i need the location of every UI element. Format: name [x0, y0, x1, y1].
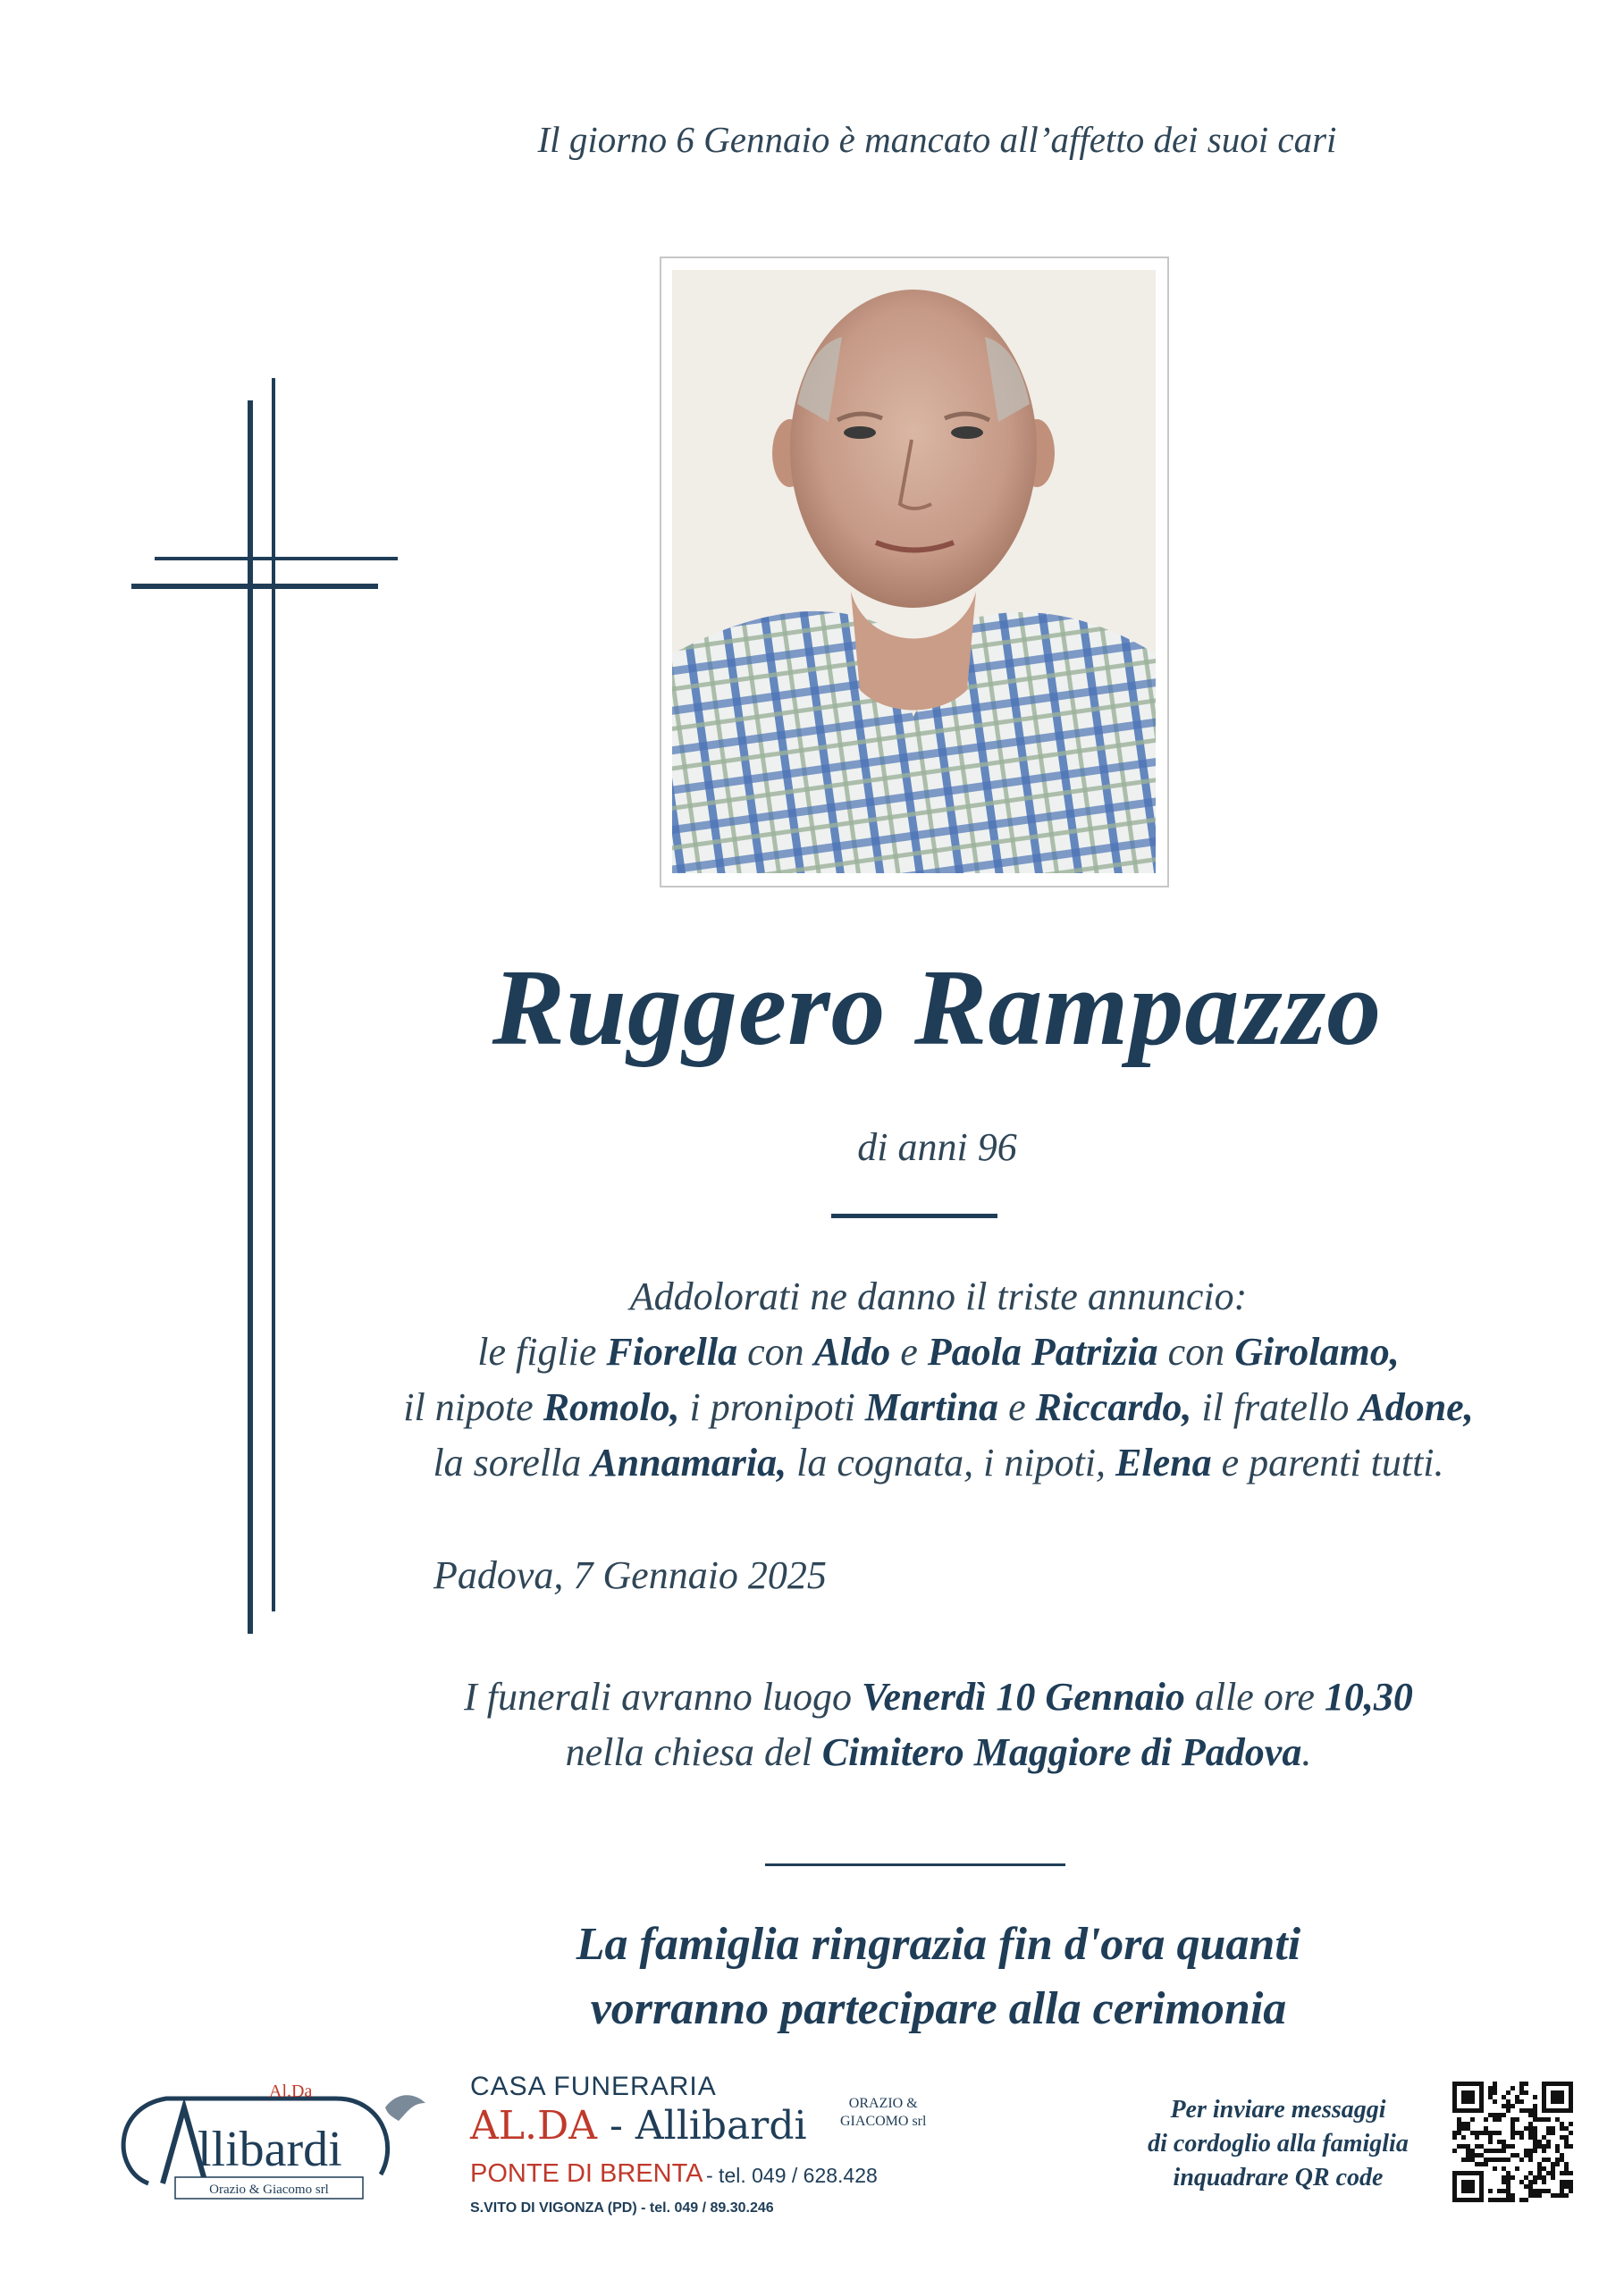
name-red-part: AL.DA — [470, 2103, 598, 2149]
owners-line-1: ORAZIO & — [848, 2096, 918, 2111]
bold-text-segment: Venerdì 10 Gennaio — [862, 1675, 1185, 1719]
text-segment: e — [890, 1330, 928, 1374]
funeral-home-address-2: S.VITO DI VIGONZA (PD) - tel. 049 / 89.30.246 — [470, 2200, 774, 2216]
thanks-message — [232, 1913, 1624, 2041]
text-segment: la sorella — [433, 1441, 592, 1485]
announcement-line-3 — [232, 1380, 1624, 1435]
logo-main-text: llibardi — [198, 2122, 342, 2177]
bold-text-segment: Martina — [864, 1385, 999, 1429]
announcement-line-1: Addolorati ne danno il triste annuncio: — [629, 1274, 1248, 1318]
bold-text-segment: 10,30 — [1324, 1675, 1413, 1719]
text-segment: i pronipoti — [679, 1385, 865, 1429]
allibardi-logo — [113, 2072, 430, 2206]
dove-icon — [385, 2095, 425, 2121]
logo-top-text: Al.Da — [269, 2082, 313, 2101]
bold-text-segment: Annamaria, — [591, 1441, 787, 1485]
city-date: Padova, 7 Gennaio 2025 — [433, 1553, 827, 1597]
bold-text-segment: Adone, — [1359, 1385, 1474, 1429]
funeral-line-1 — [232, 1670, 1624, 1725]
thanks-line-2: vorranno partecipare alla cerimonia — [590, 1983, 1287, 2034]
bold-text-segment: Riccardo, — [1035, 1385, 1192, 1429]
age-text: di anni 96 — [857, 1125, 1017, 1169]
qr-text-line-3: inquadrare QR code — [1173, 2164, 1384, 2191]
text-segment: con — [1157, 1330, 1235, 1374]
intro-text: Il giorno 6 Gennaio è mancato all’affetto dei suoi cari — [537, 119, 1337, 160]
text-segment: alle ore — [1184, 1675, 1325, 1719]
announcement-line-4 — [232, 1435, 1624, 1491]
funeral-info — [232, 1670, 1624, 1780]
thanks-line-1: La famiglia ringrazia fin d'ora quanti — [576, 1919, 1301, 1970]
text-segment: e parenti tutti. — [1211, 1441, 1444, 1485]
name-dash: - — [597, 2103, 635, 2149]
divider-line-2 — [765, 1863, 1065, 1866]
text-segment: . — [1301, 1730, 1312, 1774]
text-segment: I funerali avranno luogo — [464, 1675, 862, 1719]
text-segment: la cognata, i nipoti, — [787, 1441, 1116, 1485]
text-segment: nella chiesa del — [565, 1730, 822, 1774]
bold-text-segment: Aldo — [813, 1330, 891, 1374]
cross-horizontal-line — [155, 557, 398, 560]
bold-text-segment: Paola Patrizia — [927, 1330, 1158, 1374]
text-segment: il nipote — [403, 1385, 543, 1429]
announcement-line-2 — [232, 1325, 1624, 1380]
qr-instructions — [1108, 2093, 1448, 2195]
cross-horizontal-line-2 — [131, 584, 378, 589]
announcement-block — [232, 1269, 1624, 1491]
funeral-line-2 — [232, 1725, 1624, 1780]
logo-sub-text: Orazio & Giacomo srl — [209, 2183, 329, 2197]
divider-line — [831, 1214, 997, 1218]
text-segment: con — [737, 1330, 814, 1374]
qr-text-line-1: Per inviare messaggi — [1170, 2096, 1386, 2124]
funeral-home-phone: - tel. 049 / 628.428 — [706, 2164, 878, 2187]
bold-text-segment: Elena — [1115, 1441, 1212, 1485]
bold-text-segment: Fiorella — [606, 1330, 738, 1374]
portrait-photo — [672, 270, 1156, 873]
qr-text-line-2: di cordoglio alla famiglia — [1148, 2130, 1409, 2158]
bold-text-segment: Romolo, — [543, 1385, 680, 1429]
funeral-home-location: PONTE DI BRENTA — [470, 2159, 703, 2188]
deceased-name: Ruggero Rampazzo — [492, 947, 1383, 1068]
funeral-home-title: CASA FUNERARIA — [470, 2072, 717, 2101]
text-segment: le figlie — [477, 1330, 607, 1374]
funeral-home-name — [470, 2103, 807, 2149]
text-segment: e — [998, 1385, 1036, 1429]
funeral-home-owners — [840, 2095, 926, 2131]
name-blue-part: Allibardi — [635, 2103, 807, 2149]
bold-text-segment: Girolamo, — [1234, 1330, 1400, 1374]
qr-code-icon[interactable] — [1452, 2082, 1573, 2202]
owners-line-2: GIACOMO srl — [840, 2114, 927, 2129]
bold-text-segment: Cimitero Maggiore di Padova — [821, 1730, 1302, 1774]
text-segment: il fratello — [1191, 1385, 1359, 1429]
